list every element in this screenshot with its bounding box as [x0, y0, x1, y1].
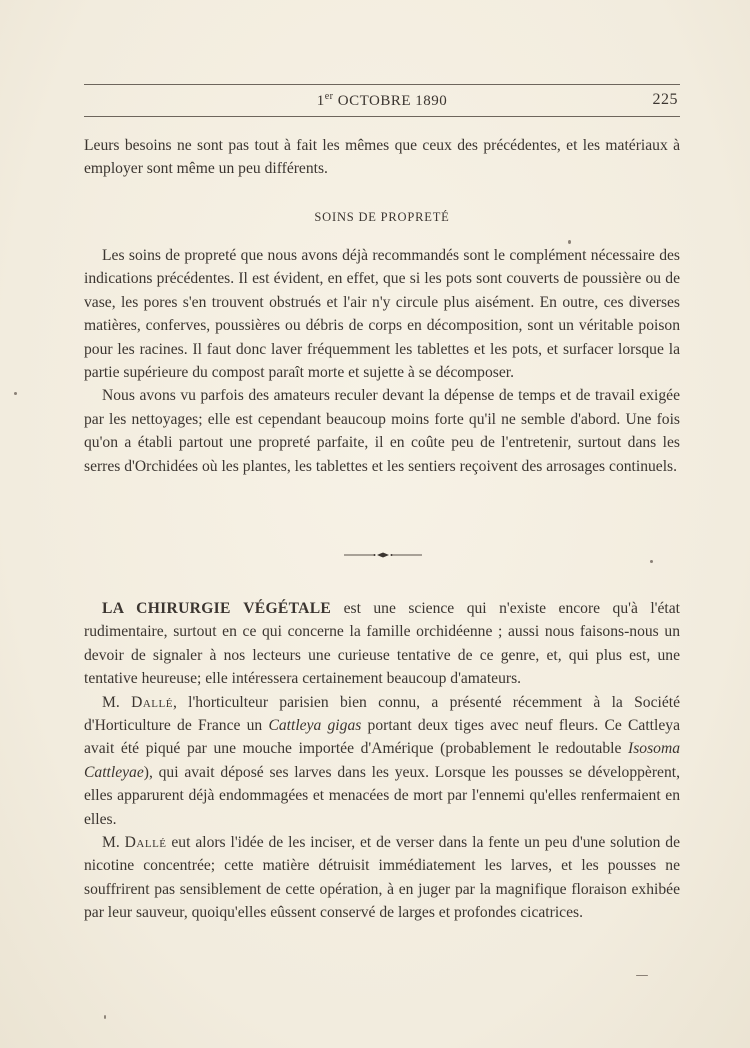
paper-speck — [14, 392, 17, 395]
paper-speck — [650, 560, 653, 563]
paper-speck — [104, 1015, 106, 1019]
p2-part-b: , l'horticulteur parisien bien connu, a présenté récemment à la Société d'Horticulture de France un — [84, 693, 680, 735]
intro-paragraph: Leurs besoins ne sont pas tout à fait les mêmes que ceux des précédentes, et les matériaux à employer sont même un peu différents. — [84, 137, 680, 178]
paper-speck — [568, 240, 571, 244]
p3-part-b: eut alors l'idée de les inciser, et de verser dans la fente un peu d'une solution de nicotine concentrée; cette matière détruisit immédiatement les larves, et les pousses ne souffrirent pas sensiblement de cette opération, à en juger par la magnifique floraison exhibée par leur sauveur, quoiqu'elles eûssent conservé de larges et profondes cicatrices. — [84, 834, 680, 922]
p3-part-a: M. — [102, 834, 125, 852]
species-cattleya-gigas: Cattleya gigas — [268, 717, 362, 735]
header-rule-top — [84, 84, 680, 85]
soins-paragraph-2: Nous avons vu parfois des amateurs reculer devant la dépense de temps et de travail exigée par les nettoyages; elle est cependant beaucoup moins forte qu'il ne semble d'abord. Une fois qu'on a établi partout une propreté parfaite, il en coûte peu de l'entretenir, surtout dans les serres d'Orchidées où les plantes, les tablettes et les sentiers reçoivent des arrosages continuels. — [84, 387, 680, 475]
divider-ornament-icon — [344, 552, 422, 558]
header-rule-bottom — [84, 116, 680, 117]
section-heading-soins: SOINS DE PROPRETÉ — [314, 210, 450, 224]
date-day: 1 — [316, 93, 325, 109]
intro-text — [84, 134, 680, 181]
section-divider-ornament — [344, 552, 422, 558]
p2-part-a: M. — [102, 693, 132, 711]
chirurgie-paragraph-3 — [84, 831, 680, 925]
p2-part-d: ), qui avait déposé ses larves dans les yeux. Lorsque les pousses se développèrent, elles apparurent déjà endommagées et menacées de mort par l'ennemi qu'elles renfermaient en elles. — [84, 763, 680, 828]
chirurgie-paragraph-1 — [84, 597, 680, 691]
page-number: 225 — [652, 91, 678, 108]
header-date — [84, 91, 680, 110]
date-month-year: OCTOBRE 1890 — [333, 93, 448, 109]
soins-paragraph-1: Les soins de propreté que nous avons déjà recommandés sont le complément nécessaire des indications précédentes. Il est évident, en effet, que si les pots sont couverts de poussière ou de vase, les pores s'en trouvent obstrués et l'air n'y circule plus aisément. En outre, ces diverses matières, conferves, poussières ou débris de corps en décomposition, sont un véritable poison pour les racines. Il faut donc laver fréquemment les tablettes et les pots, et surfacer lorsque la partie supérieure du compost paraît morte et sujette à se décomposer. — [84, 247, 680, 382]
person-name-dalle: Dallé — [131, 693, 173, 711]
soins-text — [84, 244, 680, 478]
running-head — [84, 88, 680, 112]
chirurgie-text — [84, 597, 680, 925]
chirurgie-lead: LA CHIRURGIE VÉGÉTALE — [102, 600, 332, 617]
person-name-dalle-2: Dallé — [124, 834, 167, 852]
paper-speck — [636, 975, 648, 976]
p2-part-c: portant deux tiges avec neuf fleurs. Ce Cattleya avait été piqué par une mouche importée d'Amérique (probablement le redoutable — [84, 717, 680, 758]
date-ordinal: er — [324, 91, 334, 102]
chirurgie-p1-text: est une science qui n'existe encore qu'à l'état rudimentaire, surtout en ce qui concerne la famille orchidéenne ; aussi nous faisons-nous un devoir de signaler à nos lecteurs une curieuse tentative de ce genre, et, qui plus est, une tentative heureuse; elle intéressera certainement beaucoup d'amateurs. — [84, 600, 680, 688]
chirurgie-paragraph-2 — [84, 691, 680, 831]
species-isosoma: Isosoma Cattleyae — [84, 740, 680, 781]
